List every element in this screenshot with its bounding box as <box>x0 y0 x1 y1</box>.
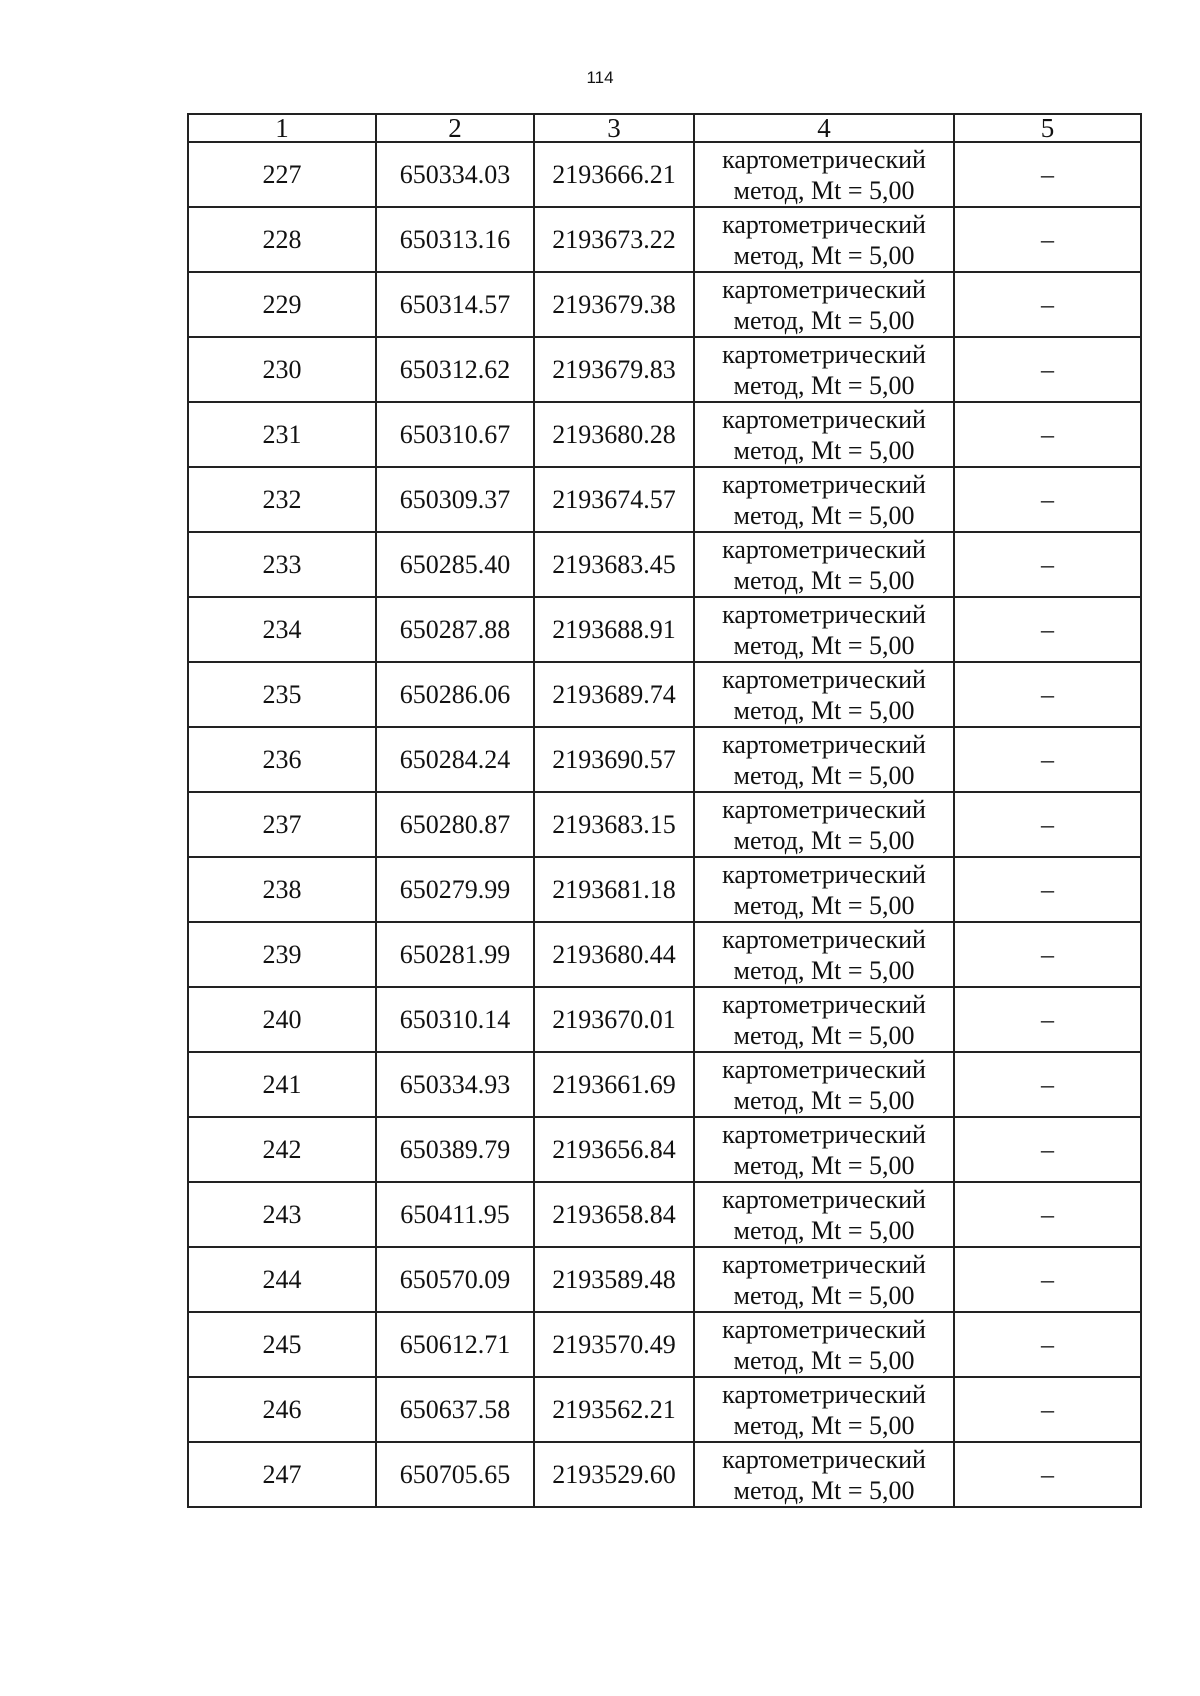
method-cell <box>694 1312 954 1377</box>
x-coordinate-cell: 650285.40 <box>376 532 534 597</box>
method-line-1: картометрический <box>722 1054 926 1084</box>
method-line-1: картометрический <box>722 1314 926 1344</box>
table-row <box>188 922 1141 987</box>
note-cell: – <box>954 1377 1141 1442</box>
table-row <box>188 1247 1141 1312</box>
x-coordinate-cell: 650309.37 <box>376 467 534 532</box>
method-line-2: метод, Mt = 5,00 <box>733 1020 915 1050</box>
page-number: 114 <box>586 68 614 87</box>
x-coordinate-cell: 650334.03 <box>376 142 534 207</box>
point-number-cell: 247 <box>188 1442 376 1507</box>
table-row <box>188 792 1141 857</box>
table-body <box>188 142 1141 1507</box>
method-line-1: картометрический <box>722 664 926 694</box>
method-line-2: метод, Mt = 5,00 <box>733 1345 915 1375</box>
table-row <box>188 1312 1141 1377</box>
method-line-1: картометрический <box>722 924 926 954</box>
x-coordinate-cell: 650389.79 <box>376 1117 534 1182</box>
table-row <box>188 662 1141 727</box>
y-coordinate-cell: 2193680.28 <box>534 402 694 467</box>
method-line-2: метод, Mt = 5,00 <box>733 1410 915 1440</box>
y-coordinate-cell: 2193674.57 <box>534 467 694 532</box>
note-cell: – <box>954 987 1141 1052</box>
x-coordinate-cell: 650637.58 <box>376 1377 534 1442</box>
y-coordinate-cell: 2193670.01 <box>534 987 694 1052</box>
note-cell: – <box>954 597 1141 662</box>
method-cell <box>694 1117 954 1182</box>
note-cell: – <box>954 922 1141 987</box>
note-cell: – <box>954 402 1141 467</box>
column-header-5: 5 <box>954 114 1141 142</box>
point-number-cell: 243 <box>188 1182 376 1247</box>
method-cell <box>694 792 954 857</box>
method-line-1: картометрический <box>722 1249 926 1279</box>
table-row <box>188 727 1141 792</box>
method-cell <box>694 337 954 402</box>
note-cell: – <box>954 272 1141 337</box>
method-cell <box>694 1442 954 1507</box>
note-cell: – <box>954 337 1141 402</box>
method-cell <box>694 727 954 792</box>
x-coordinate-cell: 650281.99 <box>376 922 534 987</box>
y-coordinate-cell: 2193673.22 <box>534 207 694 272</box>
method-cell <box>694 857 954 922</box>
x-coordinate-cell: 650310.67 <box>376 402 534 467</box>
x-coordinate-cell: 650312.62 <box>376 337 534 402</box>
x-coordinate-cell: 650310.14 <box>376 987 534 1052</box>
y-coordinate-cell: 2193689.74 <box>534 662 694 727</box>
x-coordinate-cell: 650570.09 <box>376 1247 534 1312</box>
method-line-2: метод, Mt = 5,00 <box>733 695 915 725</box>
method-cell <box>694 987 954 1052</box>
y-coordinate-cell: 2193690.57 <box>534 727 694 792</box>
y-coordinate-cell: 2193679.83 <box>534 337 694 402</box>
method-line-2: метод, Mt = 5,00 <box>733 1280 915 1310</box>
table-row <box>188 857 1141 922</box>
y-coordinate-cell: 2193589.48 <box>534 1247 694 1312</box>
point-number-cell: 230 <box>188 337 376 402</box>
note-cell: – <box>954 467 1141 532</box>
table-row <box>188 1442 1141 1507</box>
method-line-2: метод, Mt = 5,00 <box>733 175 915 205</box>
column-header-3: 3 <box>534 114 694 142</box>
method-line-1: картометрический <box>722 859 926 889</box>
method-line-1: картометрический <box>722 534 926 564</box>
method-line-2: метод, Mt = 5,00 <box>733 630 915 660</box>
y-coordinate-cell: 2193529.60 <box>534 1442 694 1507</box>
note-cell: – <box>954 207 1141 272</box>
point-number-cell: 244 <box>188 1247 376 1312</box>
note-cell: – <box>954 532 1141 597</box>
note-cell: – <box>954 857 1141 922</box>
method-line-2: метод, Mt = 5,00 <box>733 1085 915 1115</box>
y-coordinate-cell: 2193680.44 <box>534 922 694 987</box>
method-cell <box>694 662 954 727</box>
method-line-1: картометрический <box>722 729 926 759</box>
table-header-row <box>188 114 1141 142</box>
point-number-cell: 245 <box>188 1312 376 1377</box>
x-coordinate-cell: 650286.06 <box>376 662 534 727</box>
method-cell <box>694 1247 954 1312</box>
column-header-2: 2 <box>376 114 534 142</box>
method-line-1: картометрический <box>722 1119 926 1149</box>
x-coordinate-cell: 650280.87 <box>376 792 534 857</box>
table-row <box>188 1377 1141 1442</box>
point-number-cell: 242 <box>188 1117 376 1182</box>
note-cell: – <box>954 1442 1141 1507</box>
table-row <box>188 337 1141 402</box>
table-row <box>188 142 1141 207</box>
method-line-1: картометрический <box>722 1379 926 1409</box>
method-line-2: метод, Mt = 5,00 <box>733 890 915 920</box>
x-coordinate-cell: 650284.24 <box>376 727 534 792</box>
point-number-cell: 233 <box>188 532 376 597</box>
method-cell <box>694 402 954 467</box>
method-cell <box>694 142 954 207</box>
method-line-1: картометрический <box>722 274 926 304</box>
method-line-1: картометрический <box>722 209 926 239</box>
y-coordinate-cell: 2193679.38 <box>534 272 694 337</box>
method-cell <box>694 922 954 987</box>
method-cell <box>694 207 954 272</box>
table-row <box>188 987 1141 1052</box>
point-number-cell: 228 <box>188 207 376 272</box>
note-cell: – <box>954 1182 1141 1247</box>
point-number-cell: 227 <box>188 142 376 207</box>
x-coordinate-cell: 650287.88 <box>376 597 534 662</box>
table-row <box>188 272 1141 337</box>
table-row <box>188 1182 1141 1247</box>
table-row <box>188 467 1141 532</box>
method-line-2: метод, Mt = 5,00 <box>733 565 915 595</box>
method-cell <box>694 1377 954 1442</box>
method-line-2: метод, Mt = 5,00 <box>733 500 915 530</box>
method-line-1: картометрический <box>722 989 926 1019</box>
method-cell <box>694 467 954 532</box>
y-coordinate-cell: 2193656.84 <box>534 1117 694 1182</box>
method-line-1: картометрический <box>722 1444 926 1474</box>
method-line-2: метод, Mt = 5,00 <box>733 955 915 985</box>
y-coordinate-cell: 2193688.91 <box>534 597 694 662</box>
x-coordinate-cell: 650313.16 <box>376 207 534 272</box>
note-cell: – <box>954 1117 1141 1182</box>
note-cell: – <box>954 1052 1141 1117</box>
point-number-cell: 240 <box>188 987 376 1052</box>
method-line-1: картометрический <box>722 599 926 629</box>
column-header-4: 4 <box>694 114 954 142</box>
x-coordinate-cell: 650314.57 <box>376 272 534 337</box>
method-line-2: метод, Mt = 5,00 <box>733 1150 915 1180</box>
table-row <box>188 597 1141 662</box>
table-row <box>188 1052 1141 1117</box>
method-line-1: картометрический <box>722 144 926 174</box>
method-line-2: метод, Mt = 5,00 <box>733 370 915 400</box>
table-row <box>188 402 1141 467</box>
method-line-2: метод, Mt = 5,00 <box>733 1475 915 1505</box>
y-coordinate-cell: 2193658.84 <box>534 1182 694 1247</box>
note-cell: – <box>954 792 1141 857</box>
method-line-2: метод, Mt = 5,00 <box>733 1215 915 1245</box>
x-coordinate-cell: 650279.99 <box>376 857 534 922</box>
y-coordinate-cell: 2193683.45 <box>534 532 694 597</box>
table-row <box>188 532 1141 597</box>
method-line-2: метод, Mt = 5,00 <box>733 760 915 790</box>
method-cell <box>694 597 954 662</box>
note-cell: – <box>954 1247 1141 1312</box>
point-number-cell: 241 <box>188 1052 376 1117</box>
x-coordinate-cell: 650334.93 <box>376 1052 534 1117</box>
y-coordinate-cell: 2193681.18 <box>534 857 694 922</box>
column-header-1: 1 <box>188 114 376 142</box>
x-coordinate-cell: 650411.95 <box>376 1182 534 1247</box>
method-line-2: метод, Mt = 5,00 <box>733 240 915 270</box>
point-number-cell: 236 <box>188 727 376 792</box>
y-coordinate-cell: 2193570.49 <box>534 1312 694 1377</box>
method-line-2: метод, Mt = 5,00 <box>733 305 915 335</box>
method-line-2: метод, Mt = 5,00 <box>733 435 915 465</box>
method-cell <box>694 1052 954 1117</box>
point-number-cell: 232 <box>188 467 376 532</box>
method-line-1: картометрический <box>722 339 926 369</box>
point-number-cell: 239 <box>188 922 376 987</box>
point-number-cell: 231 <box>188 402 376 467</box>
y-coordinate-cell: 2193683.15 <box>534 792 694 857</box>
table-row <box>188 207 1141 272</box>
method-line-1: картометрический <box>722 404 926 434</box>
method-line-1: картометрический <box>722 1184 926 1214</box>
note-cell: – <box>954 662 1141 727</box>
coordinates-table <box>187 113 1142 1508</box>
y-coordinate-cell: 2193562.21 <box>534 1377 694 1442</box>
point-number-cell: 229 <box>188 272 376 337</box>
point-number-cell: 237 <box>188 792 376 857</box>
point-number-cell: 238 <box>188 857 376 922</box>
point-number-cell: 235 <box>188 662 376 727</box>
method-cell <box>694 272 954 337</box>
method-cell <box>694 532 954 597</box>
note-cell: – <box>954 727 1141 792</box>
y-coordinate-cell: 2193666.21 <box>534 142 694 207</box>
note-cell: – <box>954 142 1141 207</box>
table-row <box>188 1117 1141 1182</box>
x-coordinate-cell: 650705.65 <box>376 1442 534 1507</box>
y-coordinate-cell: 2193661.69 <box>534 1052 694 1117</box>
note-cell: – <box>954 1312 1141 1377</box>
point-number-cell: 234 <box>188 597 376 662</box>
x-coordinate-cell: 650612.71 <box>376 1312 534 1377</box>
method-line-1: картометрический <box>722 794 926 824</box>
method-line-1: картометрический <box>722 469 926 499</box>
point-number-cell: 246 <box>188 1377 376 1442</box>
method-cell <box>694 1182 954 1247</box>
method-line-2: метод, Mt = 5,00 <box>733 825 915 855</box>
